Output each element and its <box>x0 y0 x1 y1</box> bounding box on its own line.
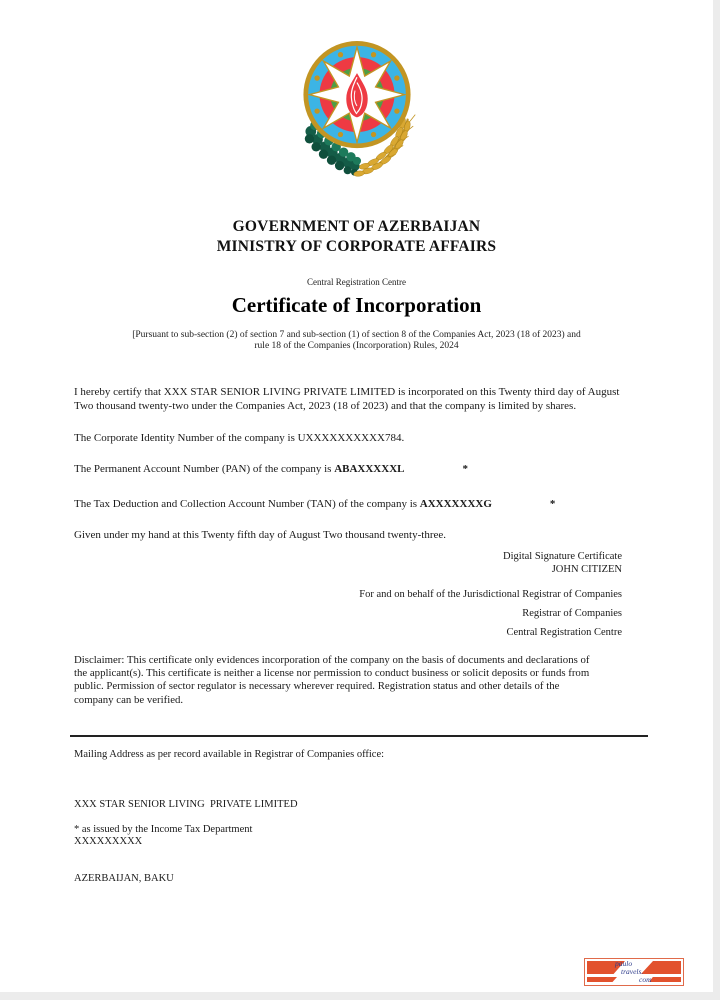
watermark-text <box>585 960 683 984</box>
pursuant-line-1: [Pursuant to sub-section (2) of section 7 and sub-section (1) of section 8 of the Companies Act, 2023 (18 of 2023) and <box>132 330 581 340</box>
tan-asterisk: * <box>549 498 556 510</box>
pan-prefix: The Permanent Account Number (PAN) of the company is <box>74 463 335 475</box>
central-registration-centre-line: Central Registration Centre <box>506 627 622 638</box>
pursuant-clause <box>0 330 713 352</box>
income-tax-footnote: * as issued by the Income Tax Department <box>74 824 253 835</box>
government-heading <box>0 217 713 257</box>
paulo-travels-watermark <box>584 958 684 986</box>
certify-paragraph: I hereby certify that XXX STAR SENIOR LIVING PRIVATE LIMITED is incorporated on this Twenty third day of August Two thousand twenty-two under the Companies Act, 2023 (18 of 2023) and that the company is limited by shares. <box>74 386 620 412</box>
certificate-title: Certificate of Incorporation <box>231 293 482 317</box>
on-behalf-line: For and on behalf of the Jurisdictional Registrar of Companies <box>359 589 622 600</box>
dsc-label: Digital Signature Certificate <box>503 551 622 562</box>
pan-line <box>74 463 674 477</box>
signatory-name: JOHN CITIZEN <box>551 563 622 575</box>
mailing-address-heading: Mailing Address as per record available in Registrar of Companies office: <box>74 749 385 760</box>
tan-value: AXXXXXXXG <box>419 498 492 510</box>
pan-asterisk: * <box>462 463 468 475</box>
registrar-line: Registrar of Companies <box>522 608 622 619</box>
disclaimer-paragraph: Disclaimer: This certificate only evidences incorporation of the company on the basis of documents and declarations of the applicant(s). This certificate is neither a license nor permission to conduct business or solicit deposits or funds from public. Permission of sector regulator is necessary wherever required. Registration status and other details of the company can be verified. <box>74 654 590 706</box>
digital-signature-block <box>503 551 622 576</box>
ministry-line: MINISTRY OF CORPORATE AFFAIRS <box>216 238 497 255</box>
azerbaijan-emblem-icon <box>290 33 424 191</box>
mailing-address-block <box>74 774 298 910</box>
address-street: XXXXXXXXX <box>74 836 143 848</box>
watermark-line-1: paulo <box>615 959 633 968</box>
shield <box>303 41 410 148</box>
address-city: AZERBAIJAN, BAKU <box>74 873 174 885</box>
registration-centre-label: Central Registration Centre <box>307 277 406 287</box>
watermark-line-2: travels. <box>621 967 644 976</box>
horizontal-divider <box>70 735 648 737</box>
given-under-line: Given under my hand at this Twenty fifth day of August Two thousand twenty-three. <box>74 529 446 541</box>
watermark-line-3: com <box>639 975 652 984</box>
pan-value: ABAXXXXXL <box>334 463 405 475</box>
pursuant-line-2: rule 18 of the Companies (Incorporation) Rules, 2024 <box>254 341 459 351</box>
tan-prefix: The Tax Deduction and Collection Account Number (TAN) of the company is <box>74 498 420 510</box>
cin-line: The Corporate Identity Number of the company is UXXXXXXXXXX784. <box>74 432 405 444</box>
government-line: GOVERNMENT OF AZERBAIJAN <box>232 218 481 235</box>
tan-line <box>74 498 694 512</box>
address-company-name: XXX STAR SENIOR LIVING PRIVATE LIMITED <box>74 798 298 810</box>
coat-of-arms-svg <box>290 33 424 191</box>
